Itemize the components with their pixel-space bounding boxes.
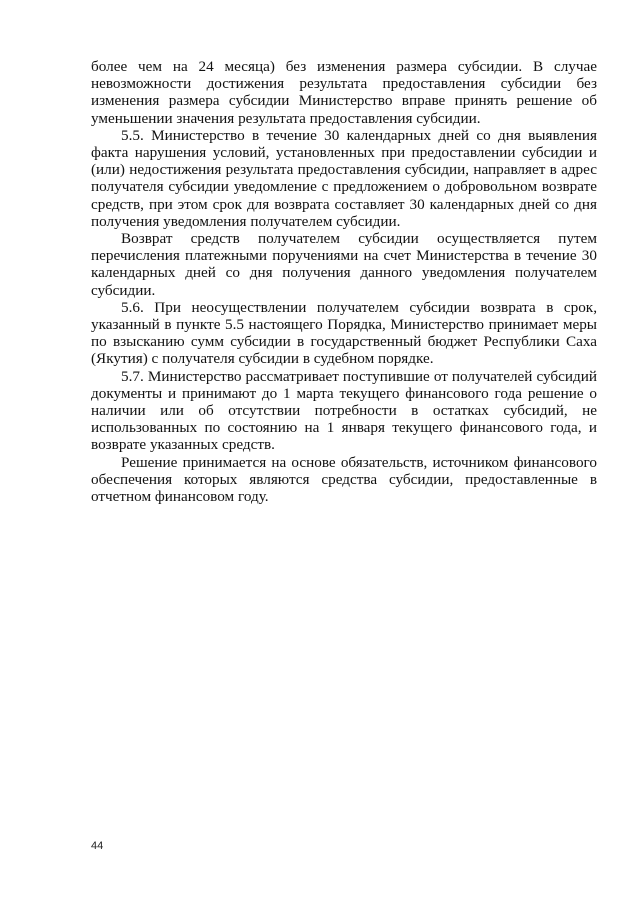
paragraph-continuation: более чем на 24 месяца) без изменения размера субсидии. В случае невозможности достижения результата предоставления субсидии без изменения размера субсидии Министерство вправе принять решение об уменьшении значения результата предоставления субсидии. (91, 58, 597, 127)
document-body (91, 58, 597, 505)
paragraph-return-funds: Возврат средств получателем субсидии осуществляется путем перечисления платежными поручениями на счет Министерства в течение 30 календарных дней со дня получения данного уведомления получателем субсидии. (91, 230, 597, 299)
paragraph-5-7: 5.7. Министерство рассматривает поступившие от получателей субсидий документы и принимают до 1 марта текущего финансового года решение о наличии или об отсутствии потребности в остатках субсидий, не использованных по состоянию на 1 января текущего финансового года, и возврате указанных средств. (91, 367, 597, 454)
paragraph-decision: Решение принимается на основе обязательств, источником финансового обеспечения которых являются средства субсидии, предоставленные в отчетном финансовом году. (91, 453, 597, 506)
paragraph-5-5: 5.5. Министерство в течение 30 календарных дней со дня выявления факта нарушения условий, установленных при предоставлении субсидии и (или) недостижения результата предоставления субсидии, направляет в адрес получателя субсидии уведомление с предложением о добровольном возврате средств, при этом срок для возврата составляет 30 календарных дней со дня получения уведомления получателем субсидии. (91, 126, 597, 230)
paragraph-5-6: 5.6. При неосуществлении получателем субсидии возврата в срок, указанный в пункте 5.5 настоящего Порядка, Министерство принимает меры по взысканию сумм субсидии в государственный бюджет Республики Саха (Якутия) с получателя субсидии в судебном порядке. (91, 298, 597, 368)
page-number: 44 (91, 840, 104, 852)
